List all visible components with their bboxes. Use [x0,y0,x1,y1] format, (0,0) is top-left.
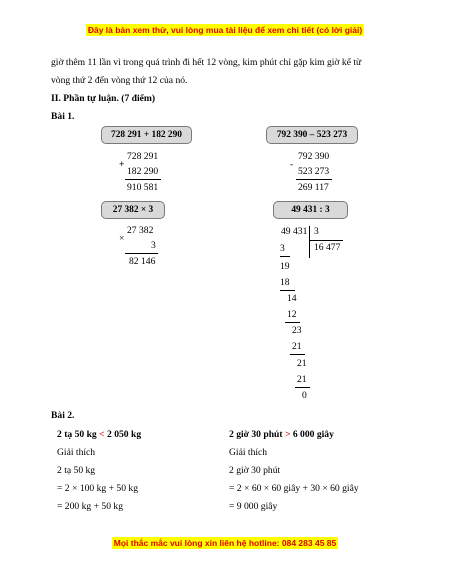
division-step-10: 0 [302,390,307,401]
division-step-6: 23 [292,325,302,336]
bai2-right-comparison: 2 giờ 30 phút > 6 000 giây [229,429,334,440]
addition-result: 910 581 [127,182,159,193]
bai2-left-line-1: 2 tạ 50 kg [57,465,96,476]
addition-operand-b: 182 290 [127,166,159,177]
bai2-right-explain: Giải thích [229,447,268,458]
addition-sign: + [119,159,125,170]
section-title: II. Phần tự luận. (7 điểm) [51,93,156,104]
intro-line-1: giờ thêm 11 lần vì trong quá trình đi hết 12 vòng, kim phút chỉ gặp kim giờ kể từ [51,57,362,68]
subtraction-operand-a: 792 390 [298,151,330,162]
subtraction-rule [296,179,332,180]
bai2-left-line-3: = 200 kg + 50 kg [57,501,123,512]
subtraction-operand-b: 523 273 [298,166,330,177]
multiplication-result: 82 146 [129,256,156,267]
multiplication-sign: × [119,233,125,244]
multiplication-rule [125,253,158,254]
division-divisor: 3 [314,226,319,237]
bai2-right-line-3: = 9 000 giây [229,501,278,512]
division-label: 49 431 : 3 [273,201,348,219]
addition-label: 728 291 + 182 290 [101,126,192,144]
subtraction-result: 269 117 [298,182,329,193]
division-step-rule [280,256,290,257]
addition-rule [125,179,161,180]
division-step-9: 21 [297,374,307,385]
division-step-1: 3 [280,243,285,254]
bai2-right-line-2: = 2 × 60 × 60 giây + 30 × 60 giây [229,483,359,494]
header-banner: Đây là bản xem thử, vui lòng mua tài liệu để xem chi tiết (có lời giải) [87,25,363,35]
intro-line-2: vòng thứ 2 đến vòng thứ 12 của nó. [51,75,188,86]
bai1-title: Bài 1. [51,111,75,122]
division-step-3: 18 [280,277,290,288]
division-step-8: 21 [297,358,307,369]
bai2-right-line-1: 2 giờ 30 phút [229,465,281,476]
greater-than-operator: > [284,429,291,440]
addition-operand-a: 728 291 [127,151,159,162]
division-step-rule [280,290,295,291]
multiplication-operand-b: 3 [151,240,156,251]
bai2-left-comparison: 2 tạ 50 kg < 2 050 kg [57,429,142,440]
division-step-rule [285,322,300,323]
bai2-left-explain: Giải thích [57,447,96,458]
multiplication-operand-a: 27 382 [127,225,154,236]
division-step-7: 21 [292,341,302,352]
division-quotient: 16 477 [314,242,341,253]
footer-banner: Mọi thắc mắc vui lòng xin liên hệ hotline: 084 283 45 85 [113,538,337,548]
division-step-rule [295,387,310,388]
less-than-operator: < [99,429,105,440]
subtraction-label: 792 390 – 523 273 [266,126,358,144]
bai2-title: Bài 2. [51,410,75,421]
multiplication-label: 27 382 × 3 [101,201,165,219]
division-bar [309,226,310,258]
bai2-left-line-2: = 2 × 100 kg + 50 kg [57,483,138,494]
division-step-2: 19 [280,261,290,272]
subtraction-sign: - [290,159,294,170]
division-dividend: 49 431 [281,226,308,237]
division-step-4: 14 [287,293,297,304]
division-step-rule [290,354,305,355]
division-divisor-rule [309,240,343,241]
division-step-5: 12 [287,309,297,320]
